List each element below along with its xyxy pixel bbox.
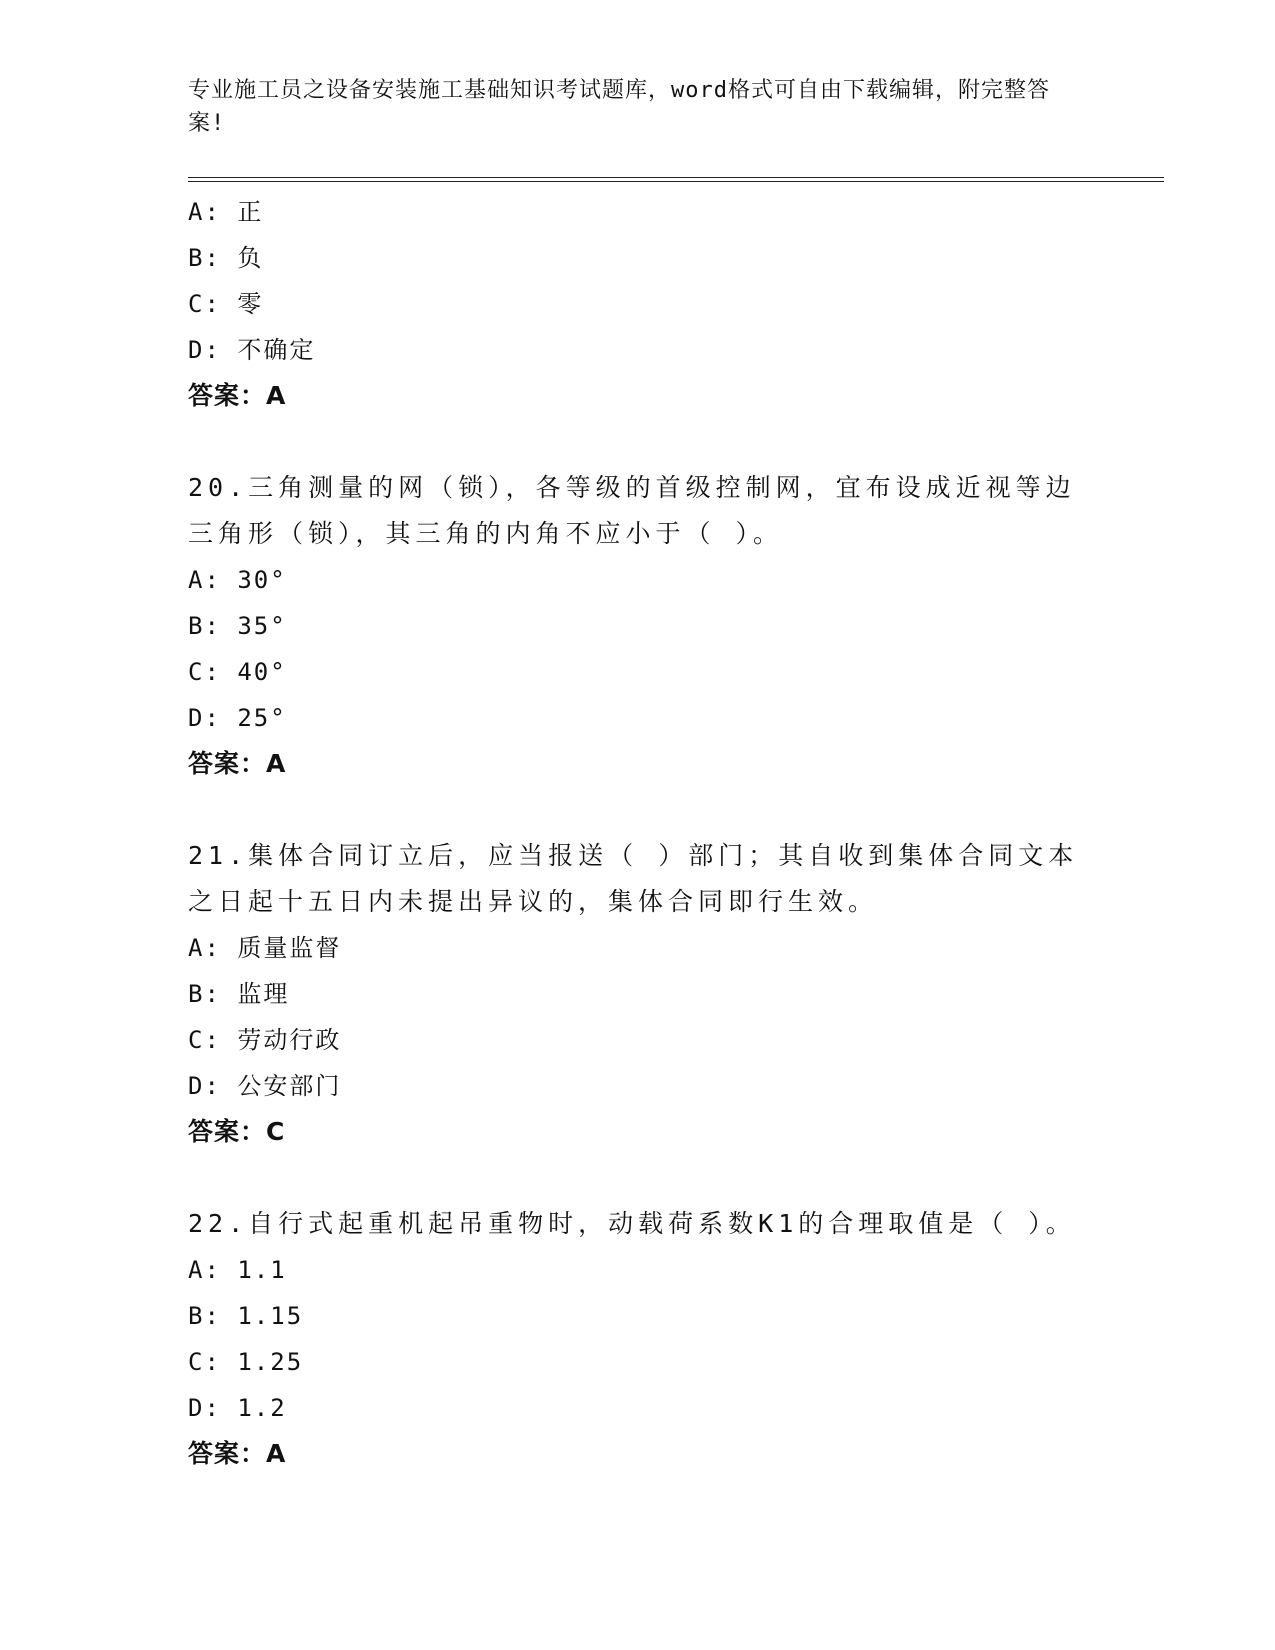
answer: 答案：C — [188, 1117, 286, 1146]
question-19 — [188, 189, 1088, 419]
option-a: A: 正 — [188, 198, 264, 226]
document-header: 专业施工员之设备安装施工基础知识考试题库，word格式可自由下载编辑，附完整答案! — [188, 78, 1050, 136]
spacer — [188, 787, 1088, 833]
question-20 — [188, 465, 1088, 787]
question-21 — [188, 833, 1088, 1155]
spacer — [188, 419, 1088, 465]
option-a: A: 质量监督 — [188, 934, 342, 962]
option-c: C: 1.25 — [188, 1348, 304, 1376]
question-text: 20.三角测量的网（锁），各等级的首级控制网，宜布设成近视等边三角形（锁），其三角的内角不应小于（ ）。 — [188, 473, 1076, 548]
option-d: D: 公安部门 — [188, 1072, 342, 1100]
option-d: D: 不确定 — [188, 336, 316, 364]
option-c: C: 40° — [188, 658, 287, 686]
option-b: B: 监理 — [188, 980, 290, 1008]
option-b: B: 1.15 — [188, 1302, 304, 1330]
answer: 答案：A — [188, 1439, 287, 1468]
header-divider — [188, 177, 1164, 182]
option-a: A: 1.1 — [188, 1256, 287, 1284]
answer: 答案：A — [188, 749, 287, 778]
question-22 — [188, 1201, 1088, 1477]
question-list — [188, 189, 1088, 1477]
question-text: 22.自行式起重机起吊重物时，动载荷系数K1的合理取值是（ ）。 — [188, 1209, 1076, 1238]
question-text: 21.集体合同订立后，应当报送（ ）部门；其自收到集体合同文本之日起十五日内未提出异议的，集体合同即行生效。 — [188, 841, 1079, 916]
option-c: C: 劳动行政 — [188, 1026, 342, 1054]
option-b: B: 负 — [188, 244, 264, 272]
option-b: B: 35° — [188, 612, 287, 640]
spacer — [188, 1155, 1088, 1201]
option-d: D: 1.2 — [188, 1394, 287, 1422]
option-a: A: 30° — [188, 566, 287, 594]
option-c: C: 零 — [188, 290, 264, 318]
option-d: D: 25° — [188, 704, 287, 732]
answer: 答案：A — [188, 381, 287, 410]
